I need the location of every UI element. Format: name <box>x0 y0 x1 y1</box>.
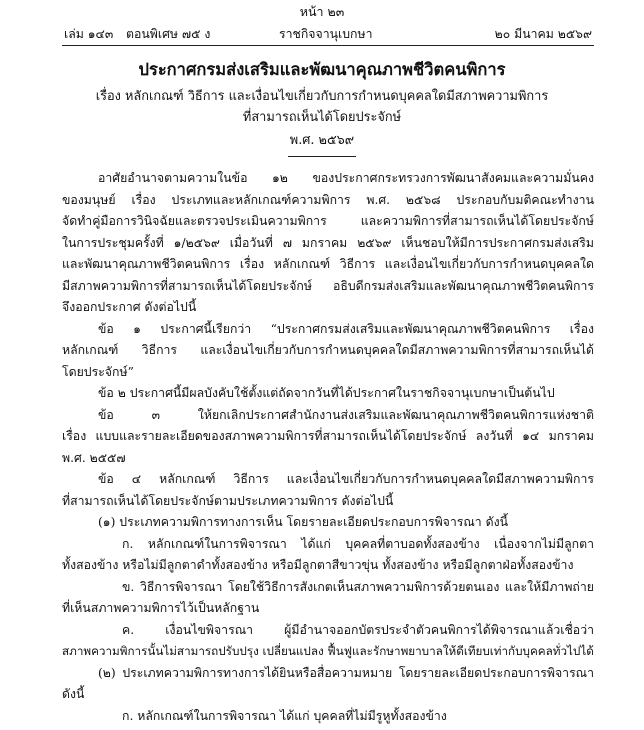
paragraph-line: ที่สามารถเห็นได้โดยประจักษ์ตามประเภทความพิการ ดังต่อไปนี้ <box>62 493 394 508</box>
paragraph <box>62 620 594 663</box>
paragraph-line: โดยประจักษ์” <box>62 364 134 379</box>
paragraph-line: อาศัยอำนาจตามความในข้อ ๑๒ ของประกาศกระทรวงการพัฒนาสังคมและความมั่นคง <box>98 171 594 185</box>
volume-number: เล่ม ๑๔๓ <box>64 27 114 41</box>
paragraph-line: ทั้งสองข้าง หรือไม่มีลูกตาดำทั้งสองข้าง หรือมีลูกตาสีขาวขุ่น ทั้งสองข้าง หรือมีลูกตาฝ่อทั้งสองข้าง <box>62 558 574 572</box>
paragraph-line: (๑) ประเภทความพิการทางการเห็น โดยรายละเอียดประกอบการพิจารณา ดังนี้ <box>98 515 509 529</box>
header-rule <box>62 45 594 46</box>
announcement-year: พ.ศ. ๒๕๖๙ <box>289 133 355 148</box>
paragraph-line: จึงออกประกาศ ดังต่อไปนี้ <box>62 300 197 314</box>
announcement-subject <box>0 86 644 128</box>
paragraph-line: ก. หลักเกณฑ์ในการพิจารณา ได้แก่ บุคคลที่ไม่มีรูหูทั้งสองข้าง <box>122 708 447 723</box>
paragraph <box>62 706 594 728</box>
paragraph-line: พ.ศ. ๒๕๕๗ <box>62 450 126 465</box>
paragraph-line: สภาพความพิการนั้นไม่สามารถปรับปรุง เปลี่ยนแปลง ฟื้นฟูและรักษาพยาบาลให้ดีเทียบเท่ากับบุคคลทั่วไปได้ <box>62 644 594 658</box>
paragraph-line: ก. หลักเกณฑ์ในการพิจารณา ได้แก่ บุคคลที่ตาบอดทั้งสองข้าง เนื่องจากไม่มีลูกตา <box>122 536 594 551</box>
paragraph-line: ข้อ ๓ ให้ยกเลิกประกาศสำนักงานส่งเสริมและพัฒนาคุณภาพชีวิตคนพิการแห่งชาติ <box>98 407 594 422</box>
gazette-header <box>64 24 592 44</box>
paragraph-line: ข้อ ๑ ประกาศนี้เรียกว่า “ประกาศกรมส่งเสริมและพัฒนาคุณภาพชีวิตคนพิการ เรื่อง <box>98 321 594 336</box>
announcement-title: ประกาศกรมส่งเสริมและพัฒนาคุณภาพชีวิตคนพิการ <box>138 60 506 79</box>
paragraph <box>62 319 594 384</box>
paragraph <box>62 383 594 405</box>
paragraph-line: และพัฒนาคุณภาพชีวิตคนพิการ เรื่อง หลักเกณฑ์ วิธีการ และเงื่อนไขเกี่ยวกับการกำหนดบุคคลใด <box>62 257 594 271</box>
paragraph-line: ข้อ ๒ ประกาศนี้มีผลบังคับใช้ตั้งแต่ถัดจากวันที่ได้ประกาศในราชกิจจานุเบกษาเป็นต้นไป <box>98 386 555 400</box>
gazette-name: ราชกิจจานุเบกษา <box>279 27 373 41</box>
publish-date: ๒๐ มีนาคม ๒๕๖๙ <box>494 27 592 41</box>
paragraph-line: จัดทำคู่มือการวินิจฉัยและตรวจประเมินความพิการ และความพิการที่สามารถเห็นได้โดยประจักษ์ <box>62 214 594 228</box>
paragraph <box>62 405 594 470</box>
announcement-body <box>62 168 594 727</box>
paragraph-line: ค. เงื่อนไขพิจารณา ผู้มีอำนาจออกบัตรประจำตัวคนพิการได้พิจารณาแล้วเชื่อว่า <box>122 622 594 637</box>
paragraph-line: (๒) ประเภทความพิการทางการได้ยินหรือสื่อความหมาย โดยรายละเอียดประกอบการพิจารณา <box>98 665 594 680</box>
paragraph <box>62 534 594 577</box>
paragraph-line: ข้อ ๔ หลักเกณฑ์ วิธีการ และเงื่อนไขเกี่ยวกับการกำหนดบุคคลใดมีสภาพความพิการ <box>98 472 594 486</box>
page-number: หน้า ๒๓ <box>299 4 345 19</box>
subject-line: ที่สามารถเห็นได้โดยประจักษ์ <box>242 110 402 125</box>
paragraph-line: ข. วิธีการพิจารณา โดยใช้วิธีการสังเกตเห็นสภาพความพิการด้วยตนเอง และให้มีภาพถ่าย <box>122 579 594 594</box>
section-number: ตอนพิเศษ ๗๕ ง <box>126 27 211 41</box>
paragraph-line: มีสภาพความพิการที่สามารถเห็นได้โดยประจักษ์ อธิบดีกรมส่งเสริมและพัฒนาคุณภาพชีวิตคนพิการ <box>62 278 594 293</box>
title-separator <box>288 156 356 157</box>
paragraph <box>62 577 594 620</box>
paragraph-line: หลักเกณฑ์ วิธีการ และเงื่อนไขเกี่ยวกับการกำหนดบุคคลใดมีสภาพความพิการที่สามารถเห็นได้ <box>62 343 594 357</box>
paragraph <box>62 168 594 319</box>
paragraph-line: ในการประชุมครั้งที่ ๑/๒๕๖๙ เมื่อวันที่ ๗ มกราคม ๒๕๖๙ เห็นชอบให้มีการประกาศกรมส่งเสริม <box>62 235 594 250</box>
subject-line: เรื่อง หลักเกณฑ์ วิธีการ และเงื่อนไขเกี่ยวกับการกำหนดบุคคลใดมีสภาพความพิการ <box>95 89 549 104</box>
paragraph-line: ของมนุษย์ เรื่อง ประเภทและหลักเกณฑ์ความพิการ พ.ศ. ๒๕๖๘ ประกอบกับมติคณะทำงาน <box>62 192 594 207</box>
paragraph-line: ดังนี้ <box>62 687 85 701</box>
paragraph-line: เรื่อง แบบและรายละเอียดของสภาพความพิการที่สามารถเห็นได้โดยประจักษ์ ลงวันที่ ๑๔ มกราคม <box>62 429 594 443</box>
paragraph <box>62 512 594 534</box>
paragraph <box>62 469 594 512</box>
paragraph <box>62 663 594 706</box>
paragraph-line: ที่เห็นสภาพความพิการไว้เป็นหลักฐาน <box>62 601 260 615</box>
